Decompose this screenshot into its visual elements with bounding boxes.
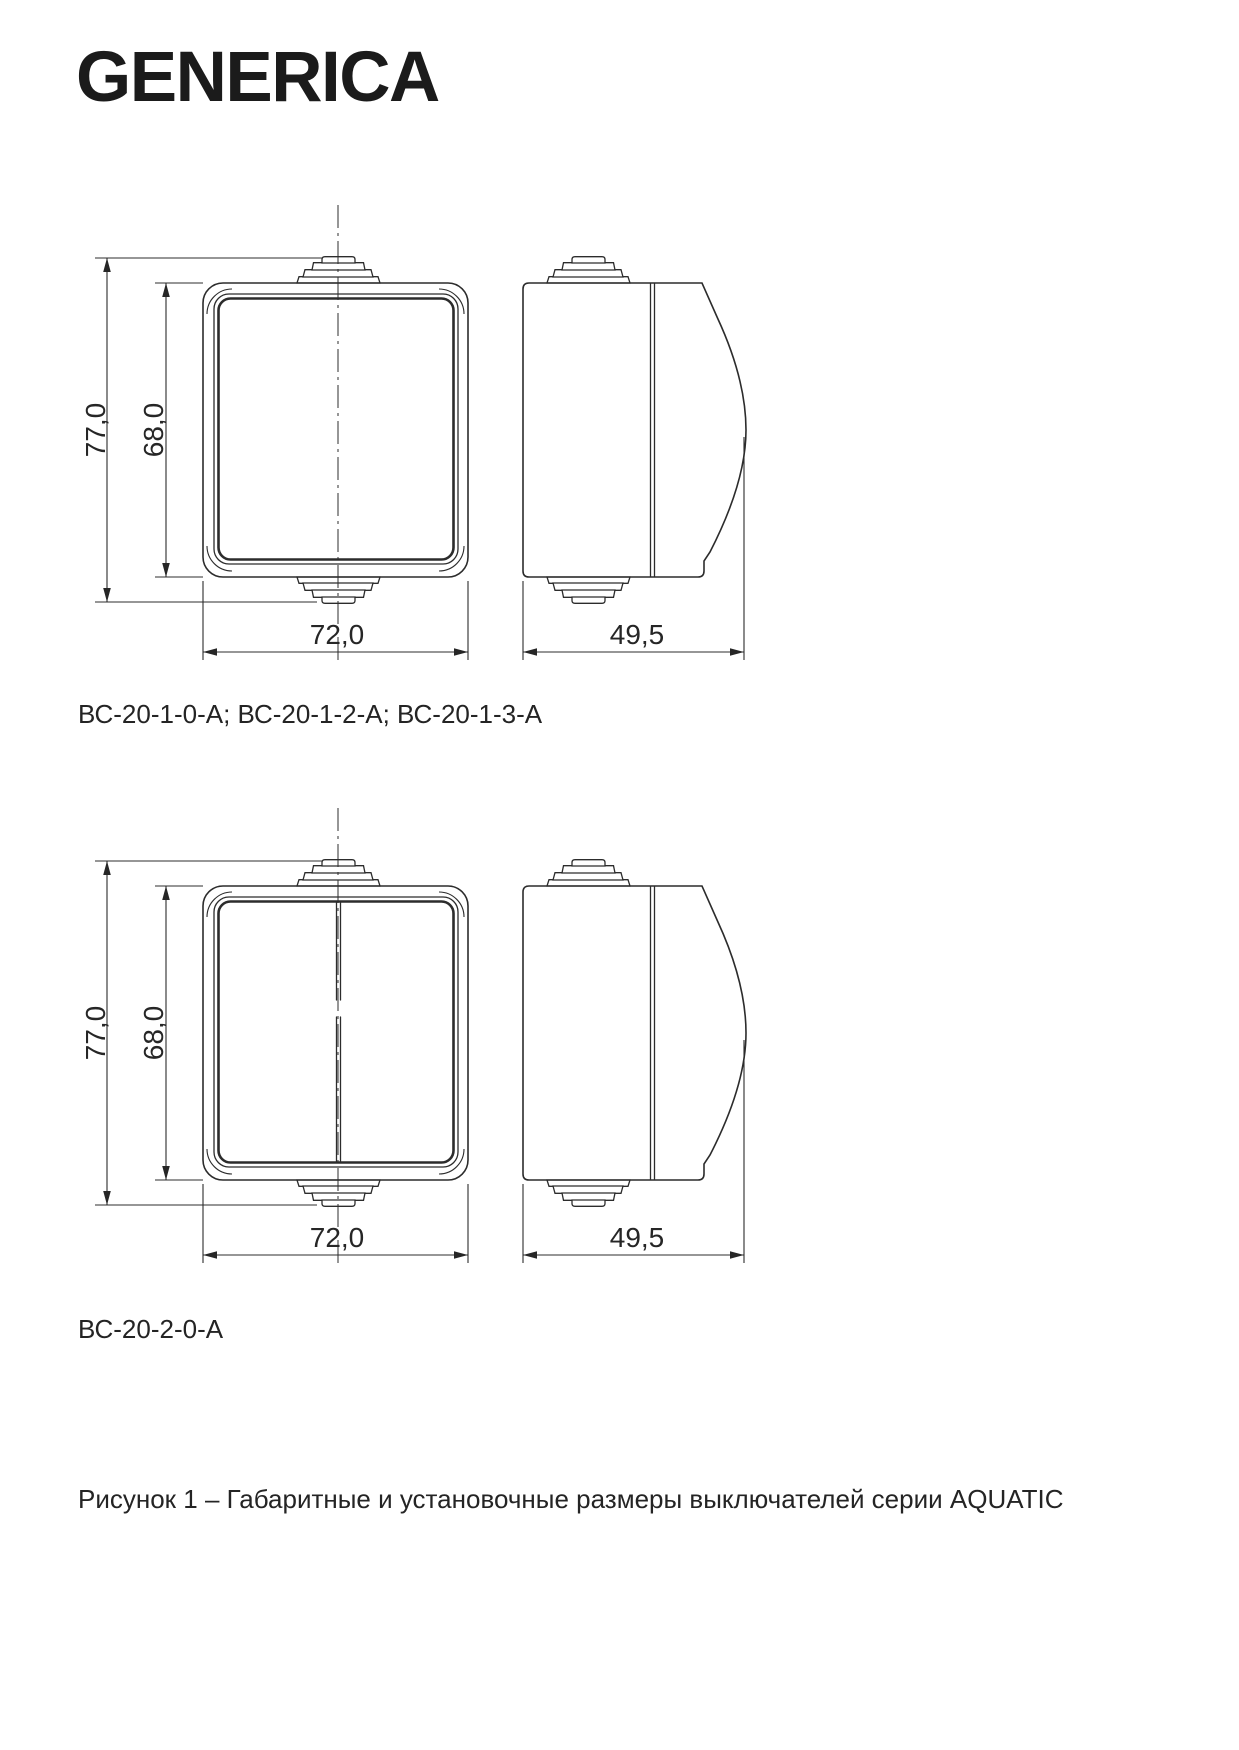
dim-depth: [523, 437, 744, 660]
cover-split-line: [651, 283, 655, 577]
side-gland-bottom: [547, 577, 630, 603]
dim-height-inner: [138, 283, 203, 577]
model-label-single-gang: ВС-20-1-0-А; ВС-20-1-2-А; ВС-20-1-3-А: [78, 699, 543, 729]
dim-height-outer: [80, 861, 322, 1205]
dim-label-height-inner: 68,0: [138, 402, 169, 458]
switch-key: [214, 294, 458, 564]
side-view: [523, 860, 746, 1207]
corner-seams: [207, 892, 464, 1174]
enclosure-body: [203, 886, 468, 1180]
figure-caption: Рисунок 1 – Габаритные и установочные размеры выключателей серии AQUATIC: [78, 1484, 1064, 1514]
dim-height-inner: [138, 886, 203, 1180]
side-gland-bottom: [547, 1180, 630, 1206]
drawing-single-gang-switch: [60, 185, 760, 665]
dim-label-depth: 49,5: [609, 619, 665, 650]
enclosure-body: [203, 283, 468, 577]
side-gland-top: [547, 257, 630, 283]
model-label-double-gang: ВС-20-2-0-А: [78, 1314, 224, 1344]
side-gland-top: [547, 860, 630, 886]
dim-label-width: 72,0: [309, 619, 365, 650]
side-view: [523, 257, 746, 604]
side-body-profile: [523, 886, 746, 1180]
brand-logo: GENERICA: [76, 38, 439, 117]
corner-seams: [207, 289, 464, 571]
front-view: [203, 808, 468, 1265]
cover-split-line: [651, 886, 655, 1180]
dim-label-height-outer: 77,0: [80, 1005, 111, 1061]
dim-label-height-inner: 68,0: [138, 1005, 169, 1061]
drawing-double-gang-switch: [60, 788, 760, 1268]
dim-label-depth: 49,5: [609, 1222, 665, 1253]
dim-label-width: 72,0: [309, 1222, 365, 1253]
dim-depth: [523, 1040, 744, 1263]
front-view: [203, 205, 468, 662]
dim-height-outer: [80, 258, 322, 602]
side-body-profile: [523, 283, 746, 577]
dim-label-height-outer: 77,0: [80, 402, 111, 458]
